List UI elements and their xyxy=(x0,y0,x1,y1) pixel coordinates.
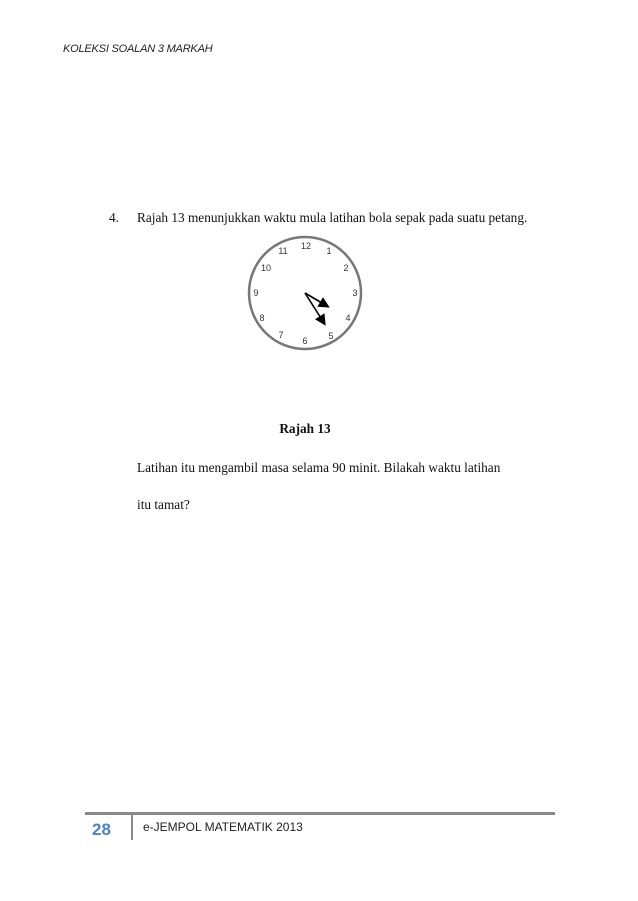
clock-numeral: 2 xyxy=(343,263,349,273)
question-prompt: itu tamat? xyxy=(137,497,190,512)
clock-diagram xyxy=(245,233,365,353)
figure-caption: Rajah 13 xyxy=(279,421,331,436)
page-header: KOLEKSI SOALAN 3 MARKAH xyxy=(63,43,213,55)
clock-numeral: 9 xyxy=(253,288,259,298)
clock-numeral: 5 xyxy=(328,331,334,341)
clock-numeral: 4 xyxy=(345,313,351,323)
footer-divider xyxy=(131,815,133,840)
question-number: 4. xyxy=(109,210,119,225)
footer-rule xyxy=(85,812,555,815)
clock-numeral: 10 xyxy=(260,263,272,273)
clock-numeral: 1 xyxy=(326,246,332,256)
page-number: 28 xyxy=(92,820,111,839)
question-paragraph: Latihan itu mengambil masa selama 90 minit. Bilakah waktu latihan xyxy=(137,460,501,475)
clock-numeral: 8 xyxy=(259,313,265,323)
footer-text: e-JEMPOL MATEMATIK 2013 xyxy=(143,820,303,834)
clock-numeral: 11 xyxy=(278,246,288,256)
question-4 xyxy=(109,205,549,231)
question-text: Rajah 13 menunjukkan waktu mula latihan bola sepak pada suatu petang. xyxy=(137,210,528,225)
clock-numeral: 6 xyxy=(302,336,308,346)
clock-numeral: 12 xyxy=(300,241,312,251)
clock-numeral: 3 xyxy=(352,288,358,298)
clock-numeral: 7 xyxy=(278,330,284,340)
